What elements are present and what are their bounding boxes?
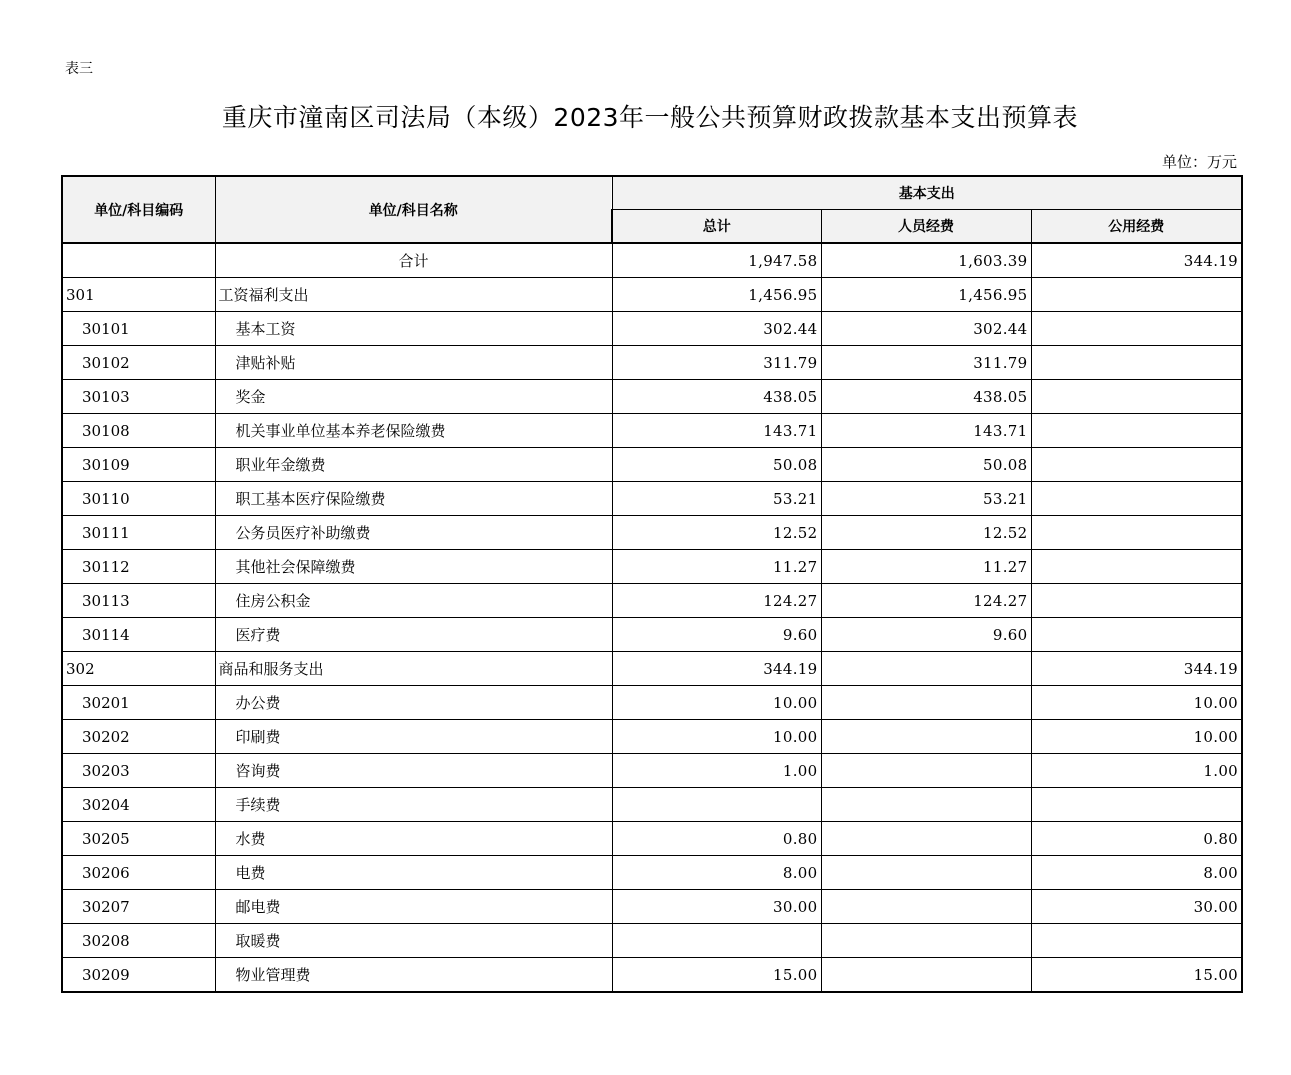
- cell-public: [1031, 924, 1242, 958]
- cell-code: 30111: [62, 516, 215, 550]
- table-row: [62, 584, 1242, 618]
- cell-name: 取暖费: [215, 924, 612, 958]
- cell-code: 30103: [62, 380, 215, 414]
- cell-name: 奖金: [215, 380, 612, 414]
- cell-public: 10.00: [1031, 686, 1242, 720]
- cell-total: 53.21: [612, 482, 821, 516]
- table-row: [62, 516, 1242, 550]
- cell-personnel: [821, 958, 1031, 993]
- table-row: [62, 346, 1242, 380]
- header-code: 单位/科目编码: [62, 176, 215, 243]
- cell-personnel: 50.08: [821, 448, 1031, 482]
- cell-personnel: 11.27: [821, 550, 1031, 584]
- cell-name: 手续费: [215, 788, 612, 822]
- table-row: [62, 448, 1242, 482]
- cell-personnel: [821, 924, 1031, 958]
- unit-label: 单位：万元: [1161, 153, 1237, 171]
- cell-total: 124.27: [612, 584, 821, 618]
- cell-personnel: 124.27: [821, 584, 1031, 618]
- cell-total: [612, 924, 821, 958]
- cell-code: 30108: [62, 414, 215, 448]
- table-header: [62, 176, 1242, 243]
- cell-personnel: 1,603.39: [821, 243, 1031, 278]
- table-row: [62, 312, 1242, 346]
- cell-public: [1031, 278, 1242, 312]
- cell-name: 职工基本医疗保险缴费: [215, 482, 612, 516]
- cell-total: 1,947.58: [612, 243, 821, 278]
- cell-code: 30113: [62, 584, 215, 618]
- cell-total: 1,456.95: [612, 278, 821, 312]
- cell-total: 12.52: [612, 516, 821, 550]
- cell-name: 办公费: [215, 686, 612, 720]
- cell-public: 30.00: [1031, 890, 1242, 924]
- cell-personnel: [821, 754, 1031, 788]
- cell-name: 住房公积金: [215, 584, 612, 618]
- cell-name: 津贴补贴: [215, 346, 612, 380]
- cell-code: 301: [62, 278, 215, 312]
- table-row: [62, 686, 1242, 720]
- cell-code: 30209: [62, 958, 215, 993]
- cell-total: 311.79: [612, 346, 821, 380]
- cell-public: 344.19: [1031, 652, 1242, 686]
- cell-personnel: [821, 652, 1031, 686]
- table-row: [62, 822, 1242, 856]
- cell-personnel: [821, 686, 1031, 720]
- cell-total: 50.08: [612, 448, 821, 482]
- table-row: [62, 924, 1242, 958]
- cell-code: [62, 243, 215, 278]
- cell-public: [1031, 516, 1242, 550]
- header-public: 公用经费: [1031, 210, 1242, 244]
- table-body: [62, 243, 1242, 992]
- cell-name: 医疗费: [215, 618, 612, 652]
- cell-personnel: 302.44: [821, 312, 1031, 346]
- cell-total: 1.00: [612, 754, 821, 788]
- sheet-label: 表三: [65, 61, 93, 77]
- cell-total: 11.27: [612, 550, 821, 584]
- cell-name: 印刷费: [215, 720, 612, 754]
- table-row: [62, 482, 1242, 516]
- cell-total: 344.19: [612, 652, 821, 686]
- cell-code: 30201: [62, 686, 215, 720]
- cell-code: 30207: [62, 890, 215, 924]
- cell-public: [1031, 380, 1242, 414]
- cell-personnel: 9.60: [821, 618, 1031, 652]
- cell-code: 30208: [62, 924, 215, 958]
- table-row: [62, 856, 1242, 890]
- cell-name: 工资福利支出: [215, 278, 612, 312]
- cell-name: 其他社会保障缴费: [215, 550, 612, 584]
- cell-total: 30.00: [612, 890, 821, 924]
- table-row: [62, 278, 1242, 312]
- table-row: [62, 652, 1242, 686]
- cell-public: [1031, 618, 1242, 652]
- cell-total: 438.05: [612, 380, 821, 414]
- cell-name: 机关事业单位基本养老保险缴费: [215, 414, 612, 448]
- table-row: [62, 414, 1242, 448]
- cell-name: 公务员医疗补助缴费: [215, 516, 612, 550]
- cell-personnel: [821, 720, 1031, 754]
- header-group-basic-expenditure: 基本支出: [612, 176, 1242, 210]
- cell-code: 30202: [62, 720, 215, 754]
- cell-public: [1031, 448, 1242, 482]
- cell-code: 30203: [62, 754, 215, 788]
- cell-public: [1031, 584, 1242, 618]
- table-row: [62, 788, 1242, 822]
- cell-personnel: 53.21: [821, 482, 1031, 516]
- cell-name: 电费: [215, 856, 612, 890]
- header-personnel: 人员经费: [821, 210, 1031, 244]
- cell-personnel: [821, 788, 1031, 822]
- header-name: 单位/科目名称: [215, 176, 612, 243]
- cell-public: 8.00: [1031, 856, 1242, 890]
- cell-name: 合计: [215, 243, 612, 278]
- table-row: [62, 958, 1242, 993]
- cell-personnel: 1,456.95: [821, 278, 1031, 312]
- cell-total: 9.60: [612, 618, 821, 652]
- cell-total: 10.00: [612, 686, 821, 720]
- cell-total: 10.00: [612, 720, 821, 754]
- table-row: [62, 550, 1242, 584]
- cell-code: 302: [62, 652, 215, 686]
- cell-personnel: 143.71: [821, 414, 1031, 448]
- cell-name: 基本工资: [215, 312, 612, 346]
- cell-code: 30114: [62, 618, 215, 652]
- cell-total: [612, 788, 821, 822]
- cell-code: 30112: [62, 550, 215, 584]
- cell-code: 30204: [62, 788, 215, 822]
- table-row: [62, 890, 1242, 924]
- cell-name: 商品和服务支出: [215, 652, 612, 686]
- cell-public: 0.80: [1031, 822, 1242, 856]
- cell-public: [1031, 550, 1242, 584]
- page-title: 重庆市潼南区司法局（本级）2023年一般公共预算财政拨款基本支出预算表: [221, 103, 1079, 132]
- budget-table: [61, 175, 1243, 993]
- cell-personnel: [821, 856, 1031, 890]
- cell-name: 物业管理费: [215, 958, 612, 993]
- cell-total: 0.80: [612, 822, 821, 856]
- cell-public: [1031, 414, 1242, 448]
- cell-total: 302.44: [612, 312, 821, 346]
- cell-code: 30110: [62, 482, 215, 516]
- cell-name: 水费: [215, 822, 612, 856]
- cell-name: 咨询费: [215, 754, 612, 788]
- cell-public: [1031, 346, 1242, 380]
- table-row: [62, 243, 1242, 278]
- cell-personnel: [821, 822, 1031, 856]
- cell-code: 30206: [62, 856, 215, 890]
- cell-personnel: [821, 890, 1031, 924]
- table-row: [62, 754, 1242, 788]
- cell-public: 15.00: [1031, 958, 1242, 993]
- cell-public: 10.00: [1031, 720, 1242, 754]
- header-total: 总计: [612, 210, 821, 244]
- table-row: [62, 720, 1242, 754]
- cell-name: 邮电费: [215, 890, 612, 924]
- cell-personnel: 12.52: [821, 516, 1031, 550]
- cell-public: [1031, 312, 1242, 346]
- cell-public: 1.00: [1031, 754, 1242, 788]
- cell-personnel: 438.05: [821, 380, 1031, 414]
- cell-public: [1031, 482, 1242, 516]
- cell-public: 344.19: [1031, 243, 1242, 278]
- cell-name: 职业年金缴费: [215, 448, 612, 482]
- cell-public: [1031, 788, 1242, 822]
- cell-personnel: 311.79: [821, 346, 1031, 380]
- cell-code: 30205: [62, 822, 215, 856]
- cell-code: 30102: [62, 346, 215, 380]
- table-row: [62, 380, 1242, 414]
- cell-total: 143.71: [612, 414, 821, 448]
- cell-code: 30109: [62, 448, 215, 482]
- cell-total: 8.00: [612, 856, 821, 890]
- cell-code: 30101: [62, 312, 215, 346]
- table-row: [62, 618, 1242, 652]
- cell-total: 15.00: [612, 958, 821, 993]
